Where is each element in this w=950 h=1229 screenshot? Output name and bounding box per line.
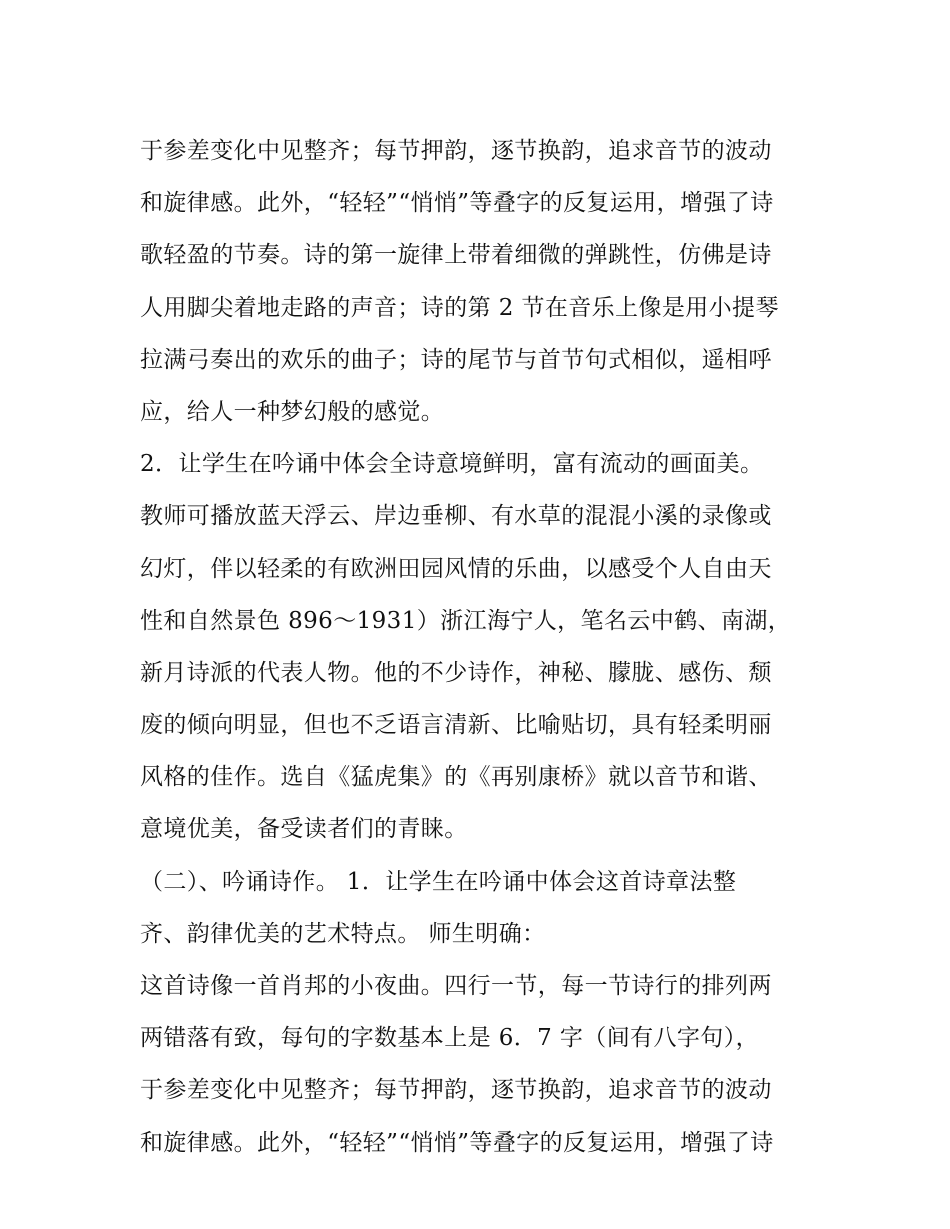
- text-line-3: 歌轻盈的节奏。诗的第一旋律上带着细微的弹跳性，仿佛是诗: [140, 242, 772, 269]
- text-line-10: 性和自然景色 896～1931）浙江海宁人，笔名云中鹤、南湖，: [140, 607, 792, 634]
- text-line-1: 于参差变化中见整齐；每节押韵，逐节换韵，追求音节的波动: [140, 138, 772, 164]
- document-body: [140, 125, 820, 1169]
- text-line-5: 拉满弓奏出的欢乐的曲子；诗的尾节与首节句式相似，遥相呼: [140, 346, 772, 373]
- text-line-12: 废的倾向明显，但也不乏语言清新、比喻贴切，具有轻柔明丽: [140, 712, 772, 739]
- text-line-18: 两错落有致，每句的字数基本上是 6．7 字（间有八字句），: [140, 1025, 759, 1052]
- text-line-2: 和旋律感。此外，“轻轻”“悄悄”等叠字的反复运用，增强了诗: [140, 190, 774, 217]
- text-line-9: 幻灯，伴以轻柔的有欧洲田园风情的乐曲，以感受个人自由天: [140, 555, 772, 582]
- text-line-7: 2．让学生在吟诵中体会全诗意境鲜明，富有流动的画面美。: [140, 451, 764, 478]
- text-line-20: 和旋律感。此外，“轻轻”“悄悄”等叠字的反复运用，增强了诗: [140, 1129, 774, 1156]
- text-line-16: 齐、韵律优美的艺术特点。 师生明确：: [140, 920, 546, 947]
- text-line-13: 风格的佳作。选自《猛虎集》的《再别康桥》就以音节和谐、: [140, 764, 772, 791]
- text-line-8: 教师可播放蓝天浮云、岸边垂柳、有水草的混混小溪的录像或: [140, 503, 772, 530]
- text-line-6: 应，给人一种梦幻般的感觉。: [140, 398, 445, 425]
- text-line-17: 这首诗像一首肖邦的小夜曲。四行一节，每一节诗行的排列两: [140, 973, 772, 999]
- text-line-14: 意境优美，备受读者们的青睐。: [140, 816, 468, 843]
- text-line-4: 人用脚尖着地走路的声音；诗的第 2 节在音乐上像是用小提琴: [140, 294, 779, 321]
- text-line-15: （二）、吟诵诗作。 1．让学生在吟诵中体会这首诗章法整: [140, 868, 737, 895]
- text-line-11: 新月诗派的代表人物。他的不少诗作，神秘、朦胧、感伤、颓: [140, 659, 772, 686]
- text-line-19: 于参差变化中见整齐；每节押韵，逐节换韵，追求音节的波动: [140, 1077, 772, 1104]
